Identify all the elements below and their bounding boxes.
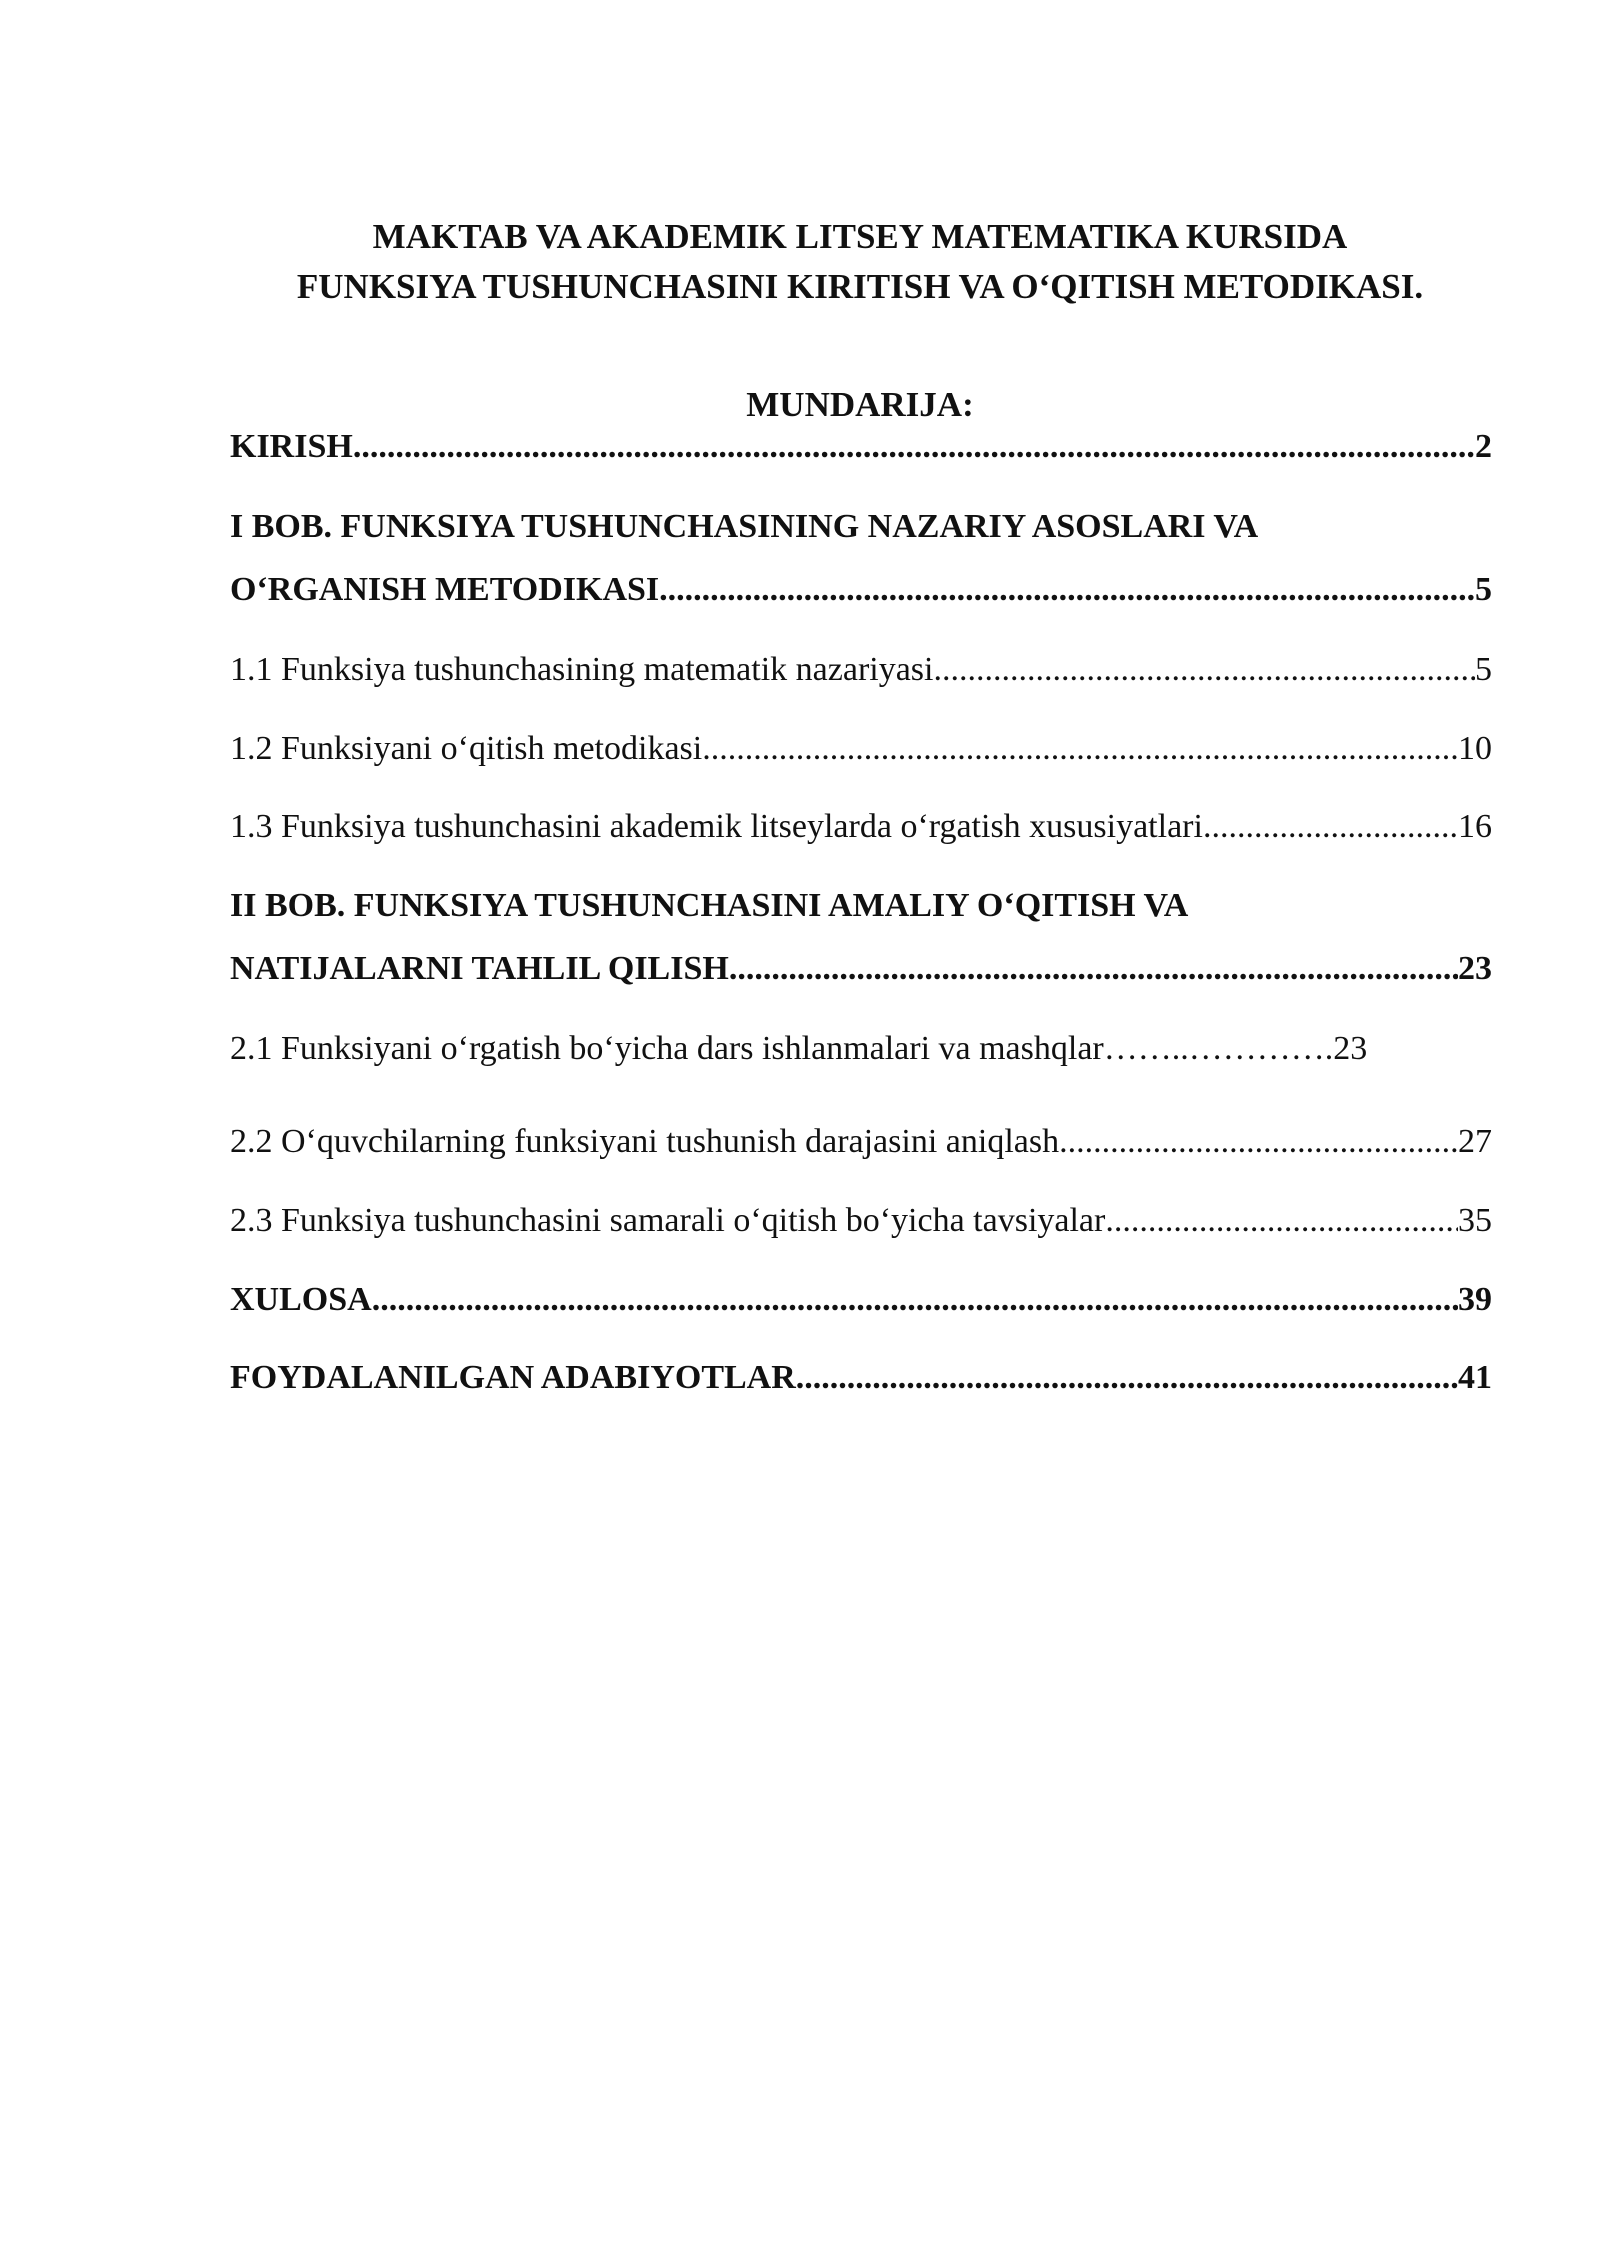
- toc-entry-page: 16: [1458, 808, 1492, 845]
- toc-leader-dots: [796, 1359, 1458, 1397]
- toc-heading: MUNDARIJA:: [746, 385, 974, 424]
- toc-entry-label: O‘RGANISH METODIKASI: [230, 571, 660, 608]
- toc-leader-dots: [1059, 1123, 1458, 1161]
- toc-entry-page: 5: [1475, 571, 1492, 608]
- toc-entry-label: KIRISH: [230, 428, 353, 465]
- toc-entry-label: 1.3 Funksiya tushunchasini akademik litseylarda o‘rgatish xususiyatlari: [230, 808, 1203, 845]
- toc-entry-xulosa[interactable]: [230, 1281, 1492, 1319]
- toc-entry-2-1[interactable]: [230, 1030, 1492, 1068]
- toc-entry-page: 35: [1458, 1202, 1492, 1239]
- toc-entry-label: NATIJALARNI TAHLIL QILISH: [230, 950, 729, 987]
- title-line-1: MAKTAB VA AKADEMIK LITSEY MATEMATIKA KURSIDA: [372, 217, 1348, 256]
- toc-entry-label: FOYDALANILGAN ADABIYOTLAR: [230, 1359, 796, 1396]
- toc-entry-page: 10: [1458, 730, 1492, 767]
- toc-entry-label: II BOB. FUNKSIYA TUSHUNCHASINI AMALIY O‘QITISH VA: [230, 887, 1189, 924]
- toc-entry-label: 1.1 Funksiya tushunchasining matematik nazariyasi: [230, 651, 934, 688]
- toc-entry-page: 41: [1458, 1359, 1492, 1396]
- toc-entry-page: 23: [1458, 950, 1492, 987]
- toc-entry-chapter-2-line-2[interactable]: [230, 950, 1492, 988]
- toc-entry-chapter-1-line-1[interactable]: [230, 508, 1492, 546]
- toc-entry-page: 5: [1475, 651, 1492, 688]
- toc-entry-label: I BOB. FUNKSIYA TUSHUNCHASINING NAZARIY ASOSLARI VA: [230, 508, 1259, 545]
- toc-entry-page: 39: [1458, 1281, 1492, 1318]
- toc-leader-dots: [933, 651, 1475, 689]
- toc-entry-2-2[interactable]: [230, 1123, 1492, 1161]
- toc-leader-dots: [353, 428, 1475, 466]
- toc-entry-1-1[interactable]: [230, 651, 1492, 689]
- toc-entry-1-3[interactable]: [230, 808, 1492, 846]
- toc-entry-references[interactable]: [230, 1359, 1492, 1397]
- toc-leader-dots: [372, 1281, 1458, 1319]
- toc-entry-2-3[interactable]: [230, 1202, 1492, 1240]
- toc-leader-dots: [1203, 808, 1458, 846]
- toc-entry-label: 2.2 O‘quvchilarning funksiyani tushunish darajasini aniqlash: [230, 1123, 1060, 1160]
- toc-leader-dots: [702, 730, 1458, 768]
- toc-entry-page: 2: [1475, 428, 1492, 465]
- document-title: [230, 212, 1490, 312]
- toc-entry-label: 2.3 Funksiya tushunchasini samarali o‘qitish bo‘yicha tavsiyalar: [230, 1202, 1106, 1239]
- toc-entry-label: 2.1 Funksiyani o‘rgatish bo‘yicha dars ishlanmalari va mashqlar……..………….: [230, 1030, 1334, 1067]
- title-line-2: FUNKSIYA TUSHUNCHASINI KIRITISH VA O‘QITISH METODIKASI.: [296, 267, 1424, 306]
- toc-entry-chapter-2-line-1[interactable]: [230, 887, 1492, 925]
- toc-entry-page: 23: [1333, 1030, 1368, 1067]
- toc-leader-dots: [729, 950, 1458, 988]
- toc-leader-dots: [659, 571, 1475, 609]
- toc-entry-label: XULOSA: [230, 1281, 372, 1318]
- toc-entry-kirish[interactable]: [230, 428, 1492, 466]
- toc-entry-page: 27: [1458, 1123, 1492, 1160]
- toc-entry-label: 1.2 Funksiyani o‘qitish metodikasi: [230, 730, 703, 767]
- toc-entry-1-2[interactable]: [230, 730, 1492, 768]
- toc-leader-dots: [1105, 1202, 1458, 1240]
- toc-entry-chapter-1-line-2[interactable]: [230, 571, 1492, 609]
